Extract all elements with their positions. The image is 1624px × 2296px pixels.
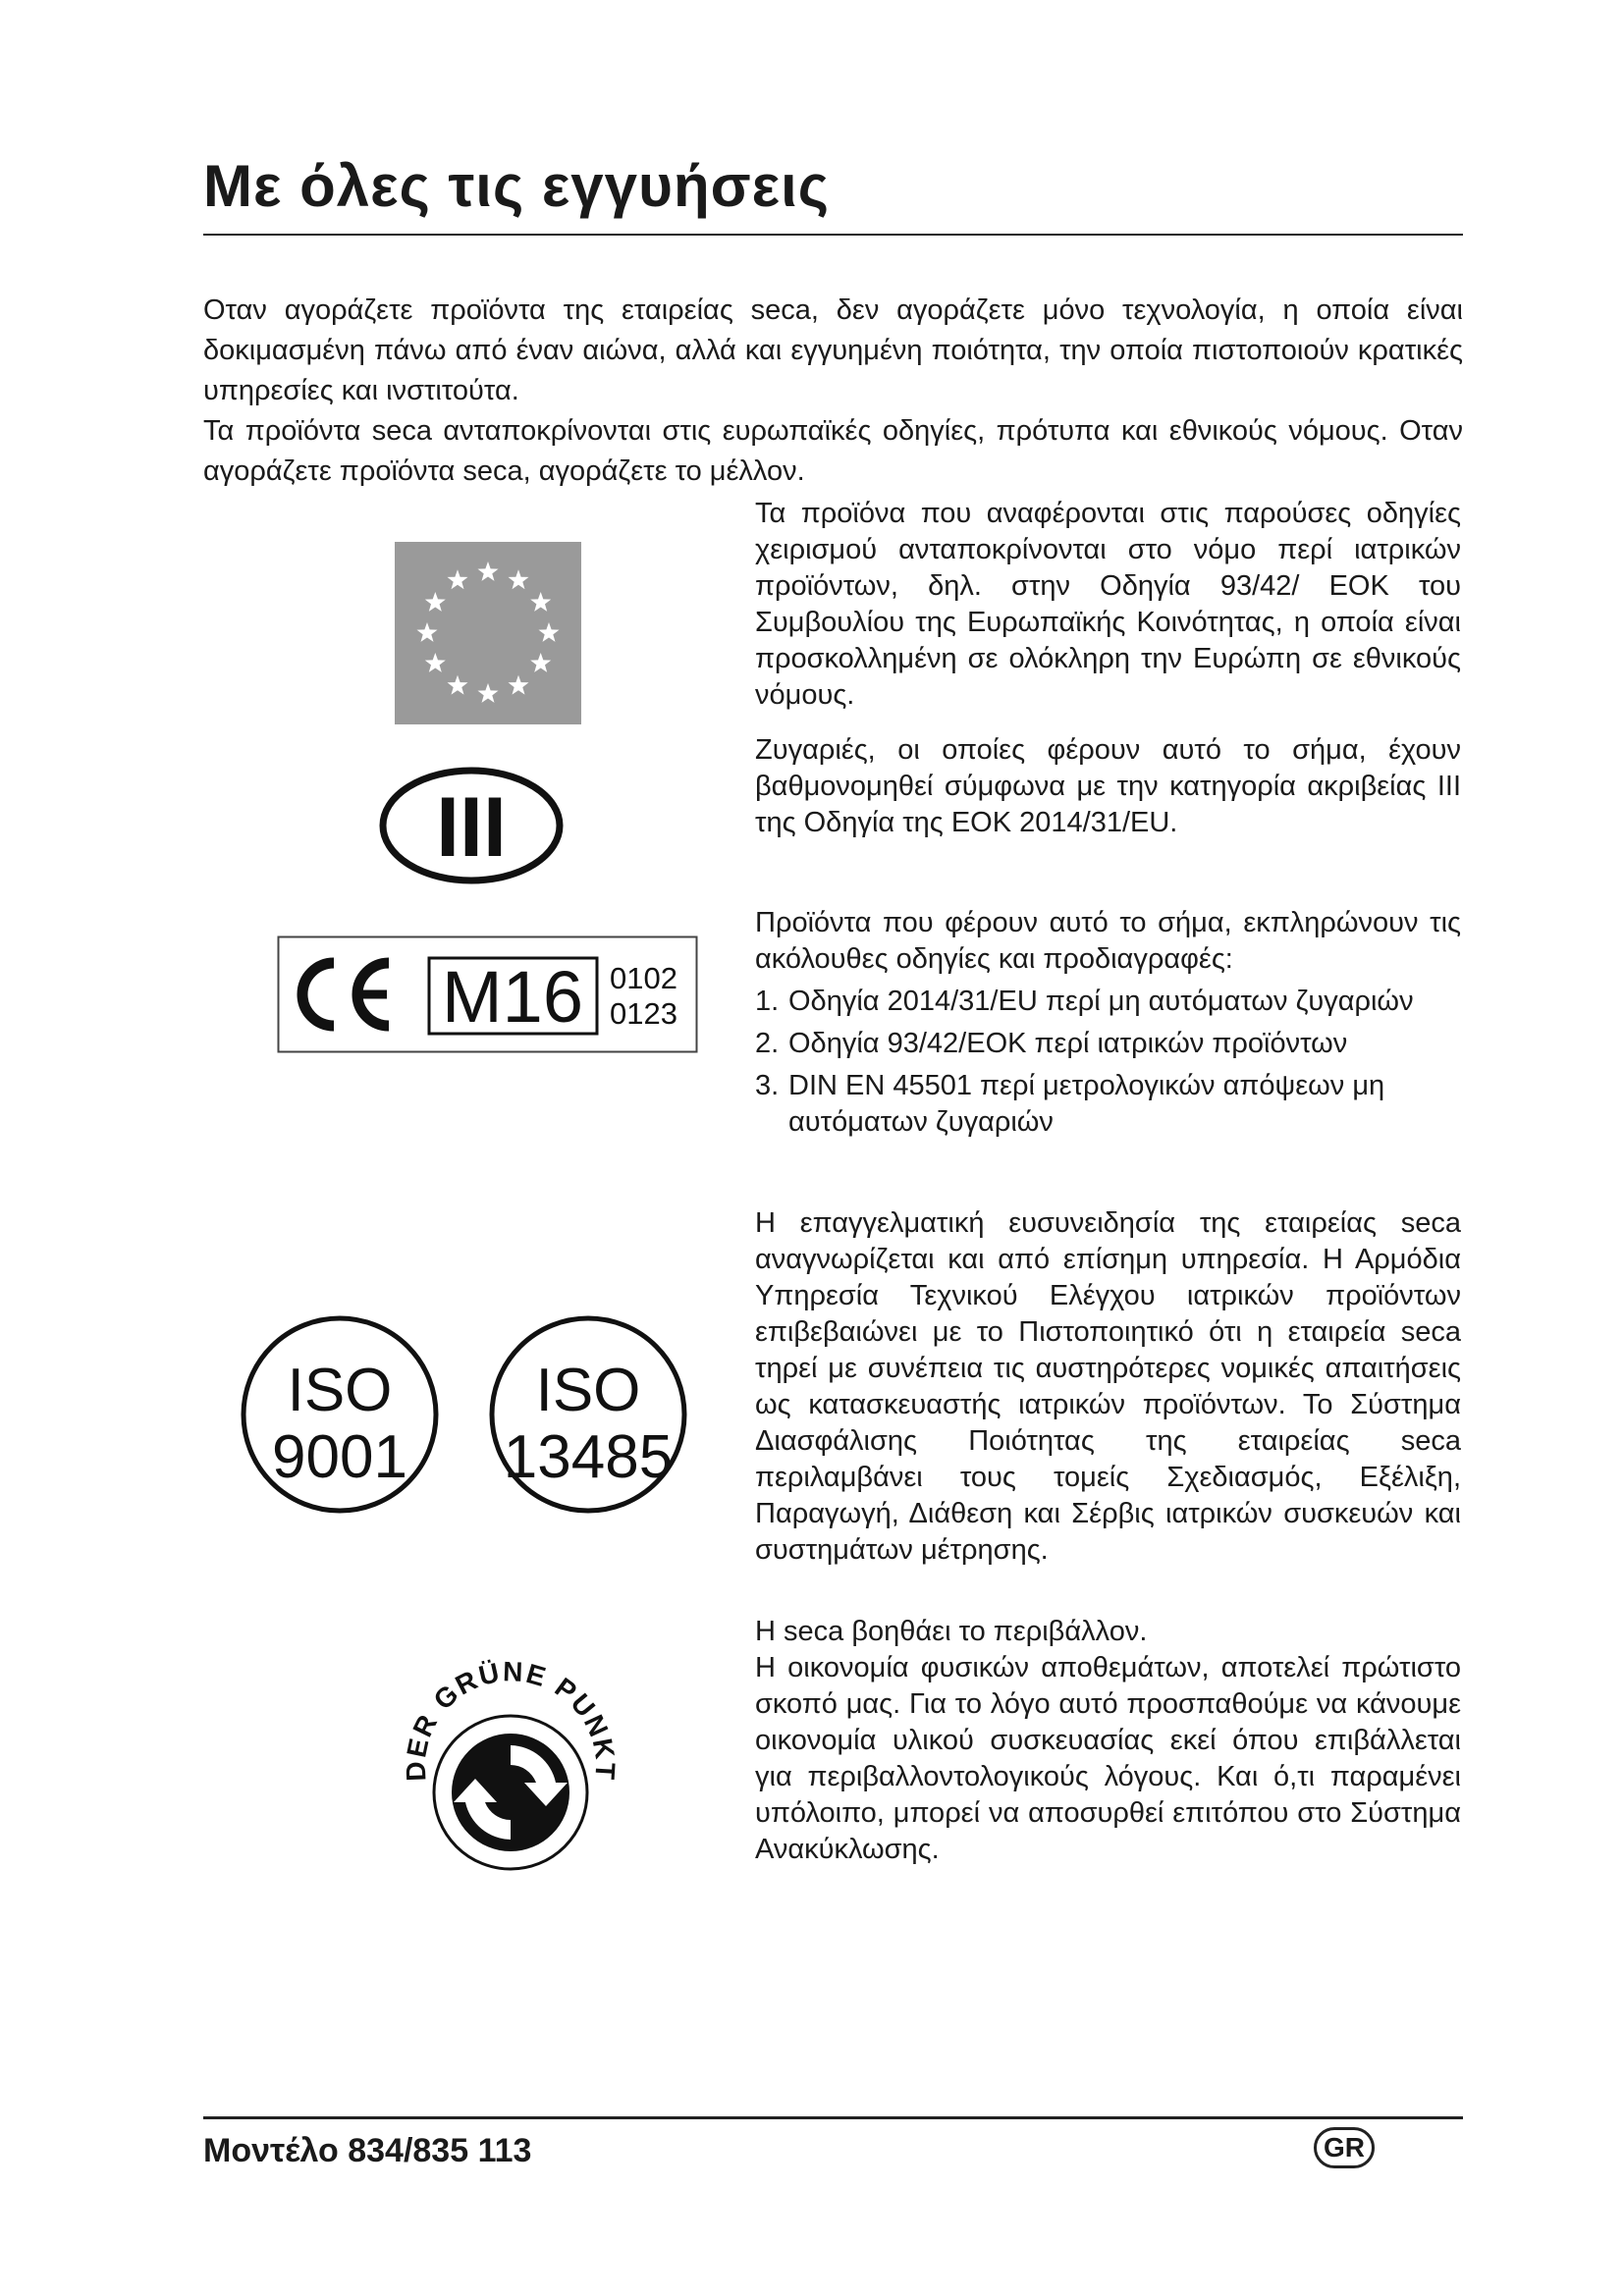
m16-label: M16 <box>442 956 583 1038</box>
notified-body-code-2: 0123 <box>610 996 677 1031</box>
intro-text <box>203 291 1463 492</box>
ce-intro-text: Προϊόντα που φέρουν αυτό το σήμα, εκπληρώνουν τις ακόλουθες οδηγίες και προδιαγραφές: <box>755 907 1461 975</box>
iso-9001-label-line1: ISO <box>287 1357 393 1424</box>
ce-m16-mark-icon <box>277 935 698 1053</box>
environment-section <box>755 1614 1461 1868</box>
page-title: Με όλες τις εγγυήσεις <box>203 153 830 219</box>
class-iii-label: III <box>436 780 507 875</box>
list-item-text: Οδηγία 2014/31/EU περί μη αυτόματων ζυγαριών <box>788 986 1414 1017</box>
list-item-text: Οδηγία 93/42/ΕΟΚ περί ιατρικών προϊόντων <box>788 1028 1348 1059</box>
notified-body-code-1: 0102 <box>610 961 677 995</box>
ce-c-shape <box>302 963 334 1026</box>
list-item-text: DIN EN 45501 περί μετρολογικών απόψεων μη αυτόματων ζυγαριών <box>788 1070 1385 1138</box>
eu-section <box>755 496 1461 714</box>
class3-section <box>755 732 1461 841</box>
iso-certification-badges-icon <box>240 1313 691 1516</box>
ce-section <box>755 905 1461 1147</box>
iso-13485-label-line2: 13485 <box>503 1423 674 1491</box>
grune-punkt-label: DER GRÜNE PUNKT <box>400 1656 622 1783</box>
der-grune-punkt-icon <box>393 1647 628 1883</box>
class3-text: Ζυγαριές, οι οποίες φέρουν αυτό το σήμα, έχουν βαθμονομηθεί σύμφωνα με την κατηγορία ακριβείας III της Οδηγία της ΕΟΚ 2014/31/EU. <box>755 734 1461 838</box>
footer-model-label: Μοντέλο 834/835 113 <box>203 2132 532 2169</box>
list-item <box>755 1068 1461 1141</box>
list-item <box>755 984 1461 1020</box>
title-divider <box>203 234 1463 236</box>
intro-paragraph-2: Τα προϊόντα seca ανταποκρίνονται στις ευρωπαϊκές οδηγίες, πρότυπα και εθνικούς νόμους. Οταν αγοράζετε προϊόντα seca, αγοράζετε το μέλλον. <box>203 415 1463 487</box>
footer-divider <box>203 2116 1463 2119</box>
eu-directive-text: Τα προϊόνα που αναφέρονται στις παρούσες οδηγίες χειρισμού ανταποκρίνονται στο νόμο περί ιατρικών προϊόντων, δηλ. στην Οδηγία 93/42/ ΕΟΚ του Συμβουλίου της Ευρωπαϊκής Κοινότητας, η οποία είναι προσκολλημένη σε ολόκληρη την Ευρώπη σε εθνικούς νόμους. <box>755 498 1461 711</box>
iso-9001-label-line2: 9001 <box>272 1423 407 1491</box>
ce-directive-list <box>755 984 1461 1141</box>
iso-section <box>755 1205 1461 1569</box>
intro-paragraph-1: Οταν αγοράζετε προϊόντα της εταιρείας seca, δεν αγοράζετε μόνο τεχνολογία, η οποία είναι δοκιμασμένη πάνω από έναν αιώνα, αλλά και εγγυημένη ποιότητα, την οποία πιστοποιούν κρατικές υπηρεσίες και ινστιτούτα. <box>203 294 1463 406</box>
eu-flag-icon <box>395 542 581 724</box>
list-item-number: 2. <box>755 1028 780 1059</box>
environment-heading-text: Η seca βοηθάει το περιβάλλον. <box>755 1616 1148 1647</box>
iso-13485-label-line1: ISO <box>535 1357 641 1424</box>
environment-text: Η οικονομία φυσικών αποθεμάτων, αποτελεί πρώτιστο σκοπό μας. Για το λόγο αυτό προσπαθούμε να κάνουμε οικονομία υλικού συσκευασίας εκεί όπου επιβάλλεται για περιβαλλοντολογικούς λόγους. Και ό,τι παραμένει υπόλοιπο, μπορεί να αποσυρθεί επιτόπου στο Σύστημα Ανακύκλωσης. <box>755 1652 1461 1865</box>
iso-text: Η επαγγελματική ευσυνειδησία της εταιρείας seca αναγνωρίζεται και από επίσημη υπηρεσία. Η Αρμόδια Υπηρεσία Τεχνικού Ελέγχου ιατρικών προϊόντων επιβεβαιώνει με το Πιστοποιητικό ότι η εταιρεία seca τηρεί με συνέπεια τις αυστηρότερες νομικές απαιτήσεις ως κατασκευαστής ιατρικών προϊόντων. Το Σύστημα Διασφάλισης Ποιότητας της εταιρείας seca περιλαμβάνει τους τομείς Σχεδιασμός, Εξέλιξη, Παραγωγή, Διάθεση και Σέρβις ιατρικών συσκευών και συστημάτων μέτρησης. <box>755 1207 1461 1566</box>
list-item-number: 3. <box>755 1070 780 1101</box>
accuracy-class-iii-icon <box>378 766 565 885</box>
list-item-number: 1. <box>755 986 780 1017</box>
language-badge: GR <box>1314 2127 1375 2168</box>
list-item <box>755 1026 1461 1062</box>
